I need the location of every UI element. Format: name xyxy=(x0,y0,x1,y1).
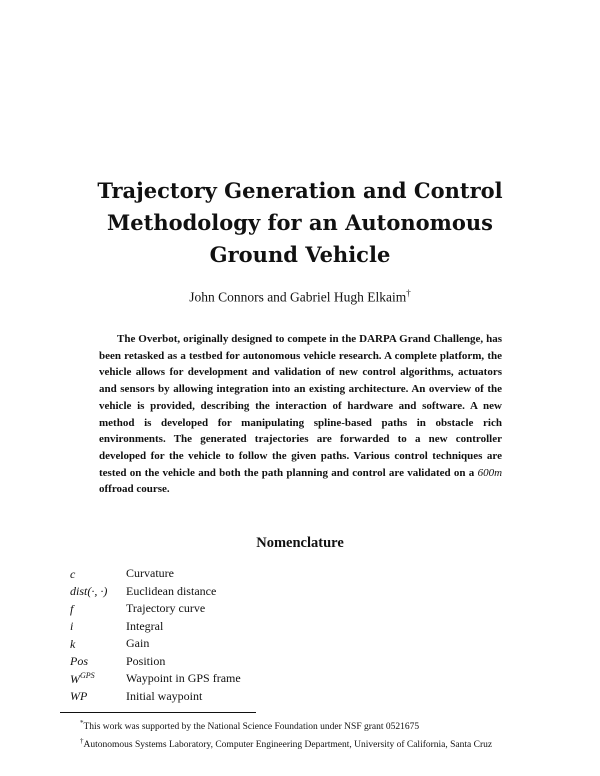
abstract-end: offroad course. xyxy=(99,483,170,496)
author-line xyxy=(60,284,540,307)
nomenclature-symbol: $W^{GPS}$ xyxy=(70,670,95,686)
nomenclature-list xyxy=(70,565,490,705)
nomenclature-symbol: dist(·, ·) xyxy=(70,584,108,599)
nomenclature-description: Waypoint in GPS frame xyxy=(126,671,241,686)
footnote-rule xyxy=(60,712,256,713)
author-footnote-mark: † xyxy=(406,288,411,298)
nomenclature-symbol: c xyxy=(70,566,76,581)
footnotes xyxy=(60,716,540,752)
nomenclature-description: Initial waypoint xyxy=(126,688,203,703)
footnote-affiliation: †Autonomous Systems Laboratory, Computer Engineering Department, University of California, Santa Cruz xyxy=(80,737,493,751)
abstract-text: The Overbot, originally designed to compete in the DARPA Grand Challenge, has been retasked as a testbed for autonomous vehicle research. A complete platform, the vehicle allows for development and validation of new control algorithms, actuators and sensors by allowing integration into an existing architecture. An overview of the vehicle is provided, describing the interaction of hardware and software. A new method is developed for manipulating spline-based paths in obstacle rich environments. The generated trajectories are forwarded to a new controller developed for the vehicle to follow the given paths. Various control techniques are tested on the vehicle and both the path planning and control are validated on a xyxy=(99,333,502,479)
nomenclature-symbol: i xyxy=(70,619,74,634)
nomenclature-row xyxy=(70,670,490,688)
abstract xyxy=(99,331,502,498)
nomenclature-row xyxy=(70,653,490,671)
nomenclature-row xyxy=(70,618,490,636)
nomenclature-description: Euclidean distance xyxy=(126,583,217,598)
nomenclature-row xyxy=(70,688,490,706)
nomenclature-heading: Nomenclature xyxy=(256,535,344,551)
nomenclature-row xyxy=(70,565,490,583)
nomenclature-symbol: f xyxy=(70,601,74,616)
footnote-funding: *This work was supported by the National Science Foundation under NSF grant 0521675 xyxy=(80,719,420,733)
nomenclature-symbol: WP xyxy=(70,689,88,704)
nomenclature-description: Curvature xyxy=(126,566,174,581)
nomenclature-description: Integral xyxy=(126,618,164,633)
nomenclature-row xyxy=(70,583,490,601)
abstract-distance: 600m xyxy=(477,466,503,479)
nomenclature-description: Gain xyxy=(126,636,150,651)
nomenclature-description: Position xyxy=(126,653,166,668)
nomenclature-symbol: Pos xyxy=(70,654,88,669)
nomenclature-row xyxy=(70,635,490,653)
nomenclature-description: Trajectory curve xyxy=(126,601,206,616)
paper-title: Trajectory Generation and Control Methodology for an Autonomous Ground Vehicle xyxy=(97,178,503,267)
author-names: John Connors and Gabriel Hugh Elkaim xyxy=(189,289,407,305)
nomenclature-symbol: k xyxy=(70,636,76,651)
nomenclature-row xyxy=(70,600,490,618)
